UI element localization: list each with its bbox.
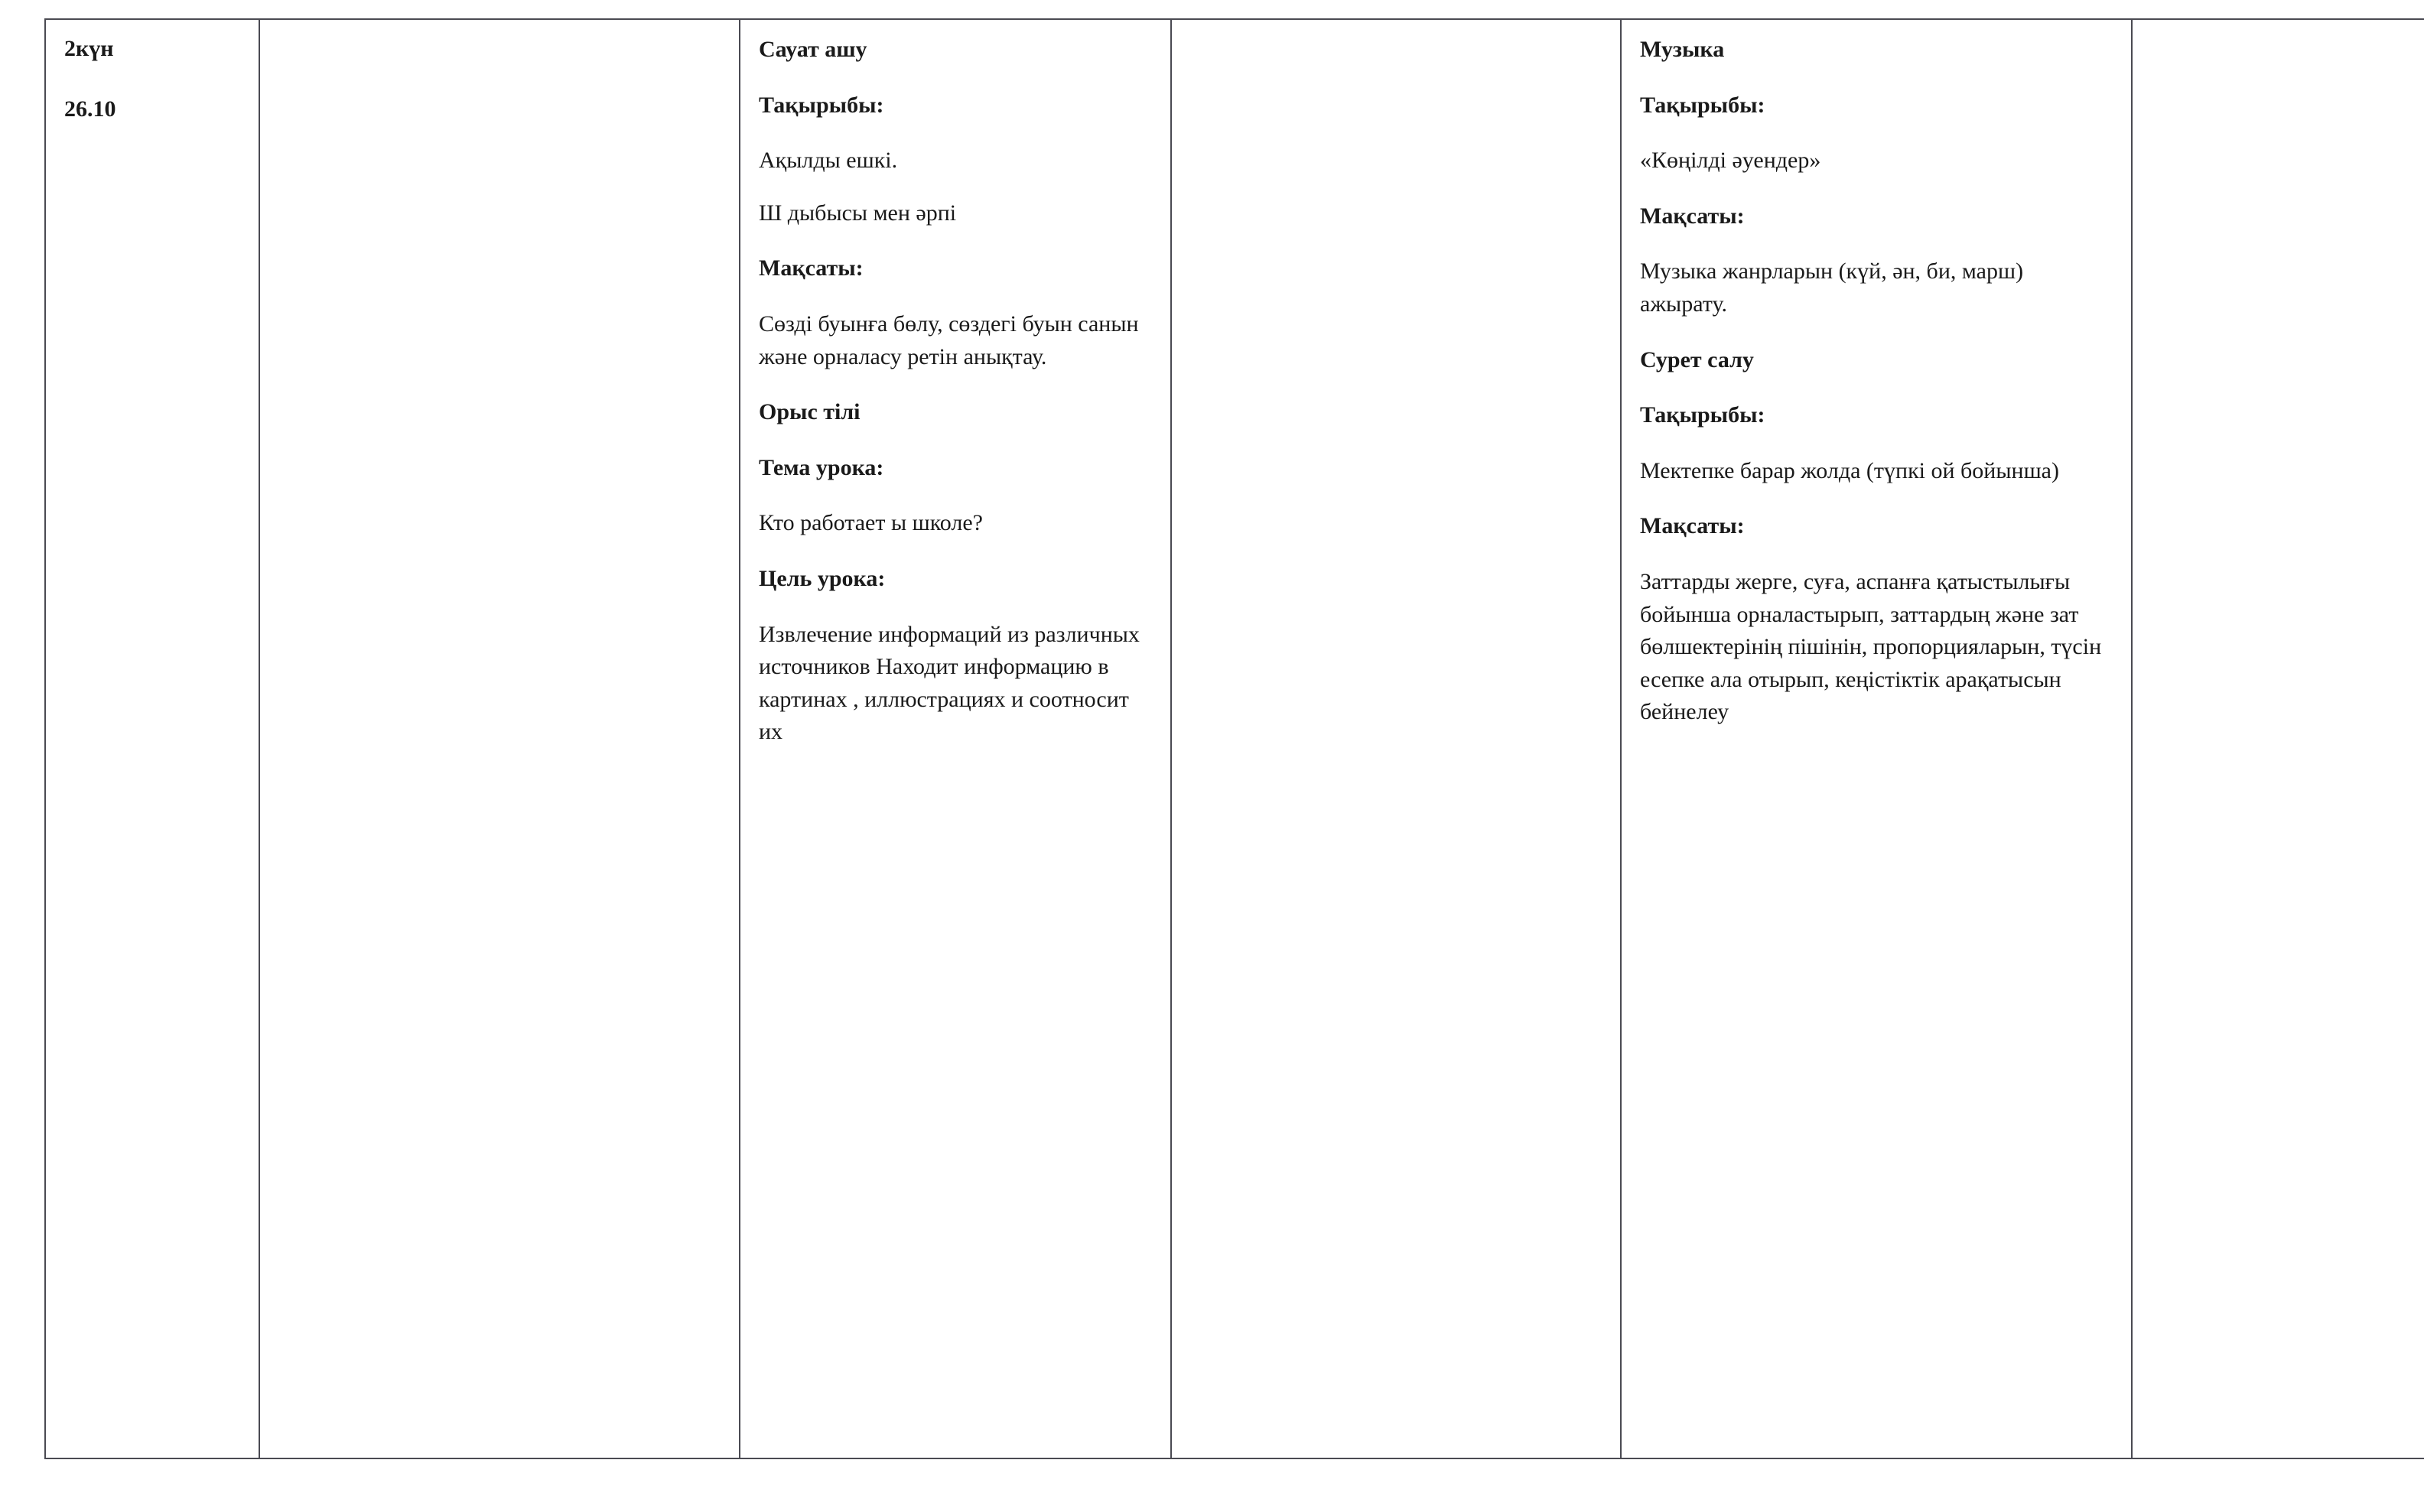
goal-label-russian: Цель урока: (759, 565, 886, 591)
subject-drawing: Сурет салу (1640, 346, 1754, 372)
cell-empty-f (2132, 19, 2424, 1458)
subject-literacy: Сауат ашу (759, 37, 867, 62)
goal-label-literacy: Мақсаты: (759, 255, 864, 281)
topic-text-russian: Кто работает ы школе? (759, 510, 983, 536)
day-label: 2күн (64, 36, 114, 61)
day-date: 26.10 (64, 96, 116, 122)
topic-text-literacy-a: Ақылды ешкі. (759, 148, 898, 174)
cell-day (45, 19, 259, 1458)
cell-empty-d (1171, 19, 1621, 1458)
topic-label-literacy: Тақырыбы: (759, 92, 884, 118)
subject-russian: Орыс тілі (759, 399, 861, 425)
topic-label-music: Тақырыбы: (1640, 92, 1765, 118)
lesson-plan-table (44, 18, 2424, 1459)
cell-empty-b (259, 19, 740, 1458)
cell-music-drawing (1621, 19, 2132, 1458)
goal-text-russian: Извлечение информаций из различных источников Находит информацию в картинах , иллюстрациях и соотносит их (759, 621, 1140, 745)
topic-text-music: «Көңілді әуендер» (1640, 148, 1821, 174)
goal-text-music: Музыка жанрларын (күй, ән, би, марш) ажырату. (1640, 259, 2024, 317)
cell-literacy-russian (740, 19, 1171, 1458)
topic-label-drawing: Тақырыбы: (1640, 402, 1765, 428)
goal-label-drawing: Мақсаты: (1640, 513, 1745, 539)
goal-text-literacy: Сөзді буынға бөлу, сөздегі буын санын және орналасу ретін анықтау. (759, 311, 1139, 369)
table-row (45, 19, 2424, 1458)
goal-label-music: Мақсаты: (1640, 203, 1745, 229)
goal-text-drawing: Заттарды жерге, суға, аспанға қатыстылығы бойынша орналастырып, заттардың және зат бөлшектерінің пішінін, пропорцияларын, түсін есепке ала отырып, кеңістіктік арақатысын бейнелеу (1640, 568, 2102, 725)
topic-text-drawing: Мектепке барар жолда (түпкі ой бойынша) (1640, 457, 2059, 483)
topic-label-russian: Тема урока: (759, 454, 884, 480)
subject-music: Музыка (1640, 37, 1725, 62)
topic-text-literacy-b: Ш дыбысы мен әрпі (759, 200, 957, 226)
